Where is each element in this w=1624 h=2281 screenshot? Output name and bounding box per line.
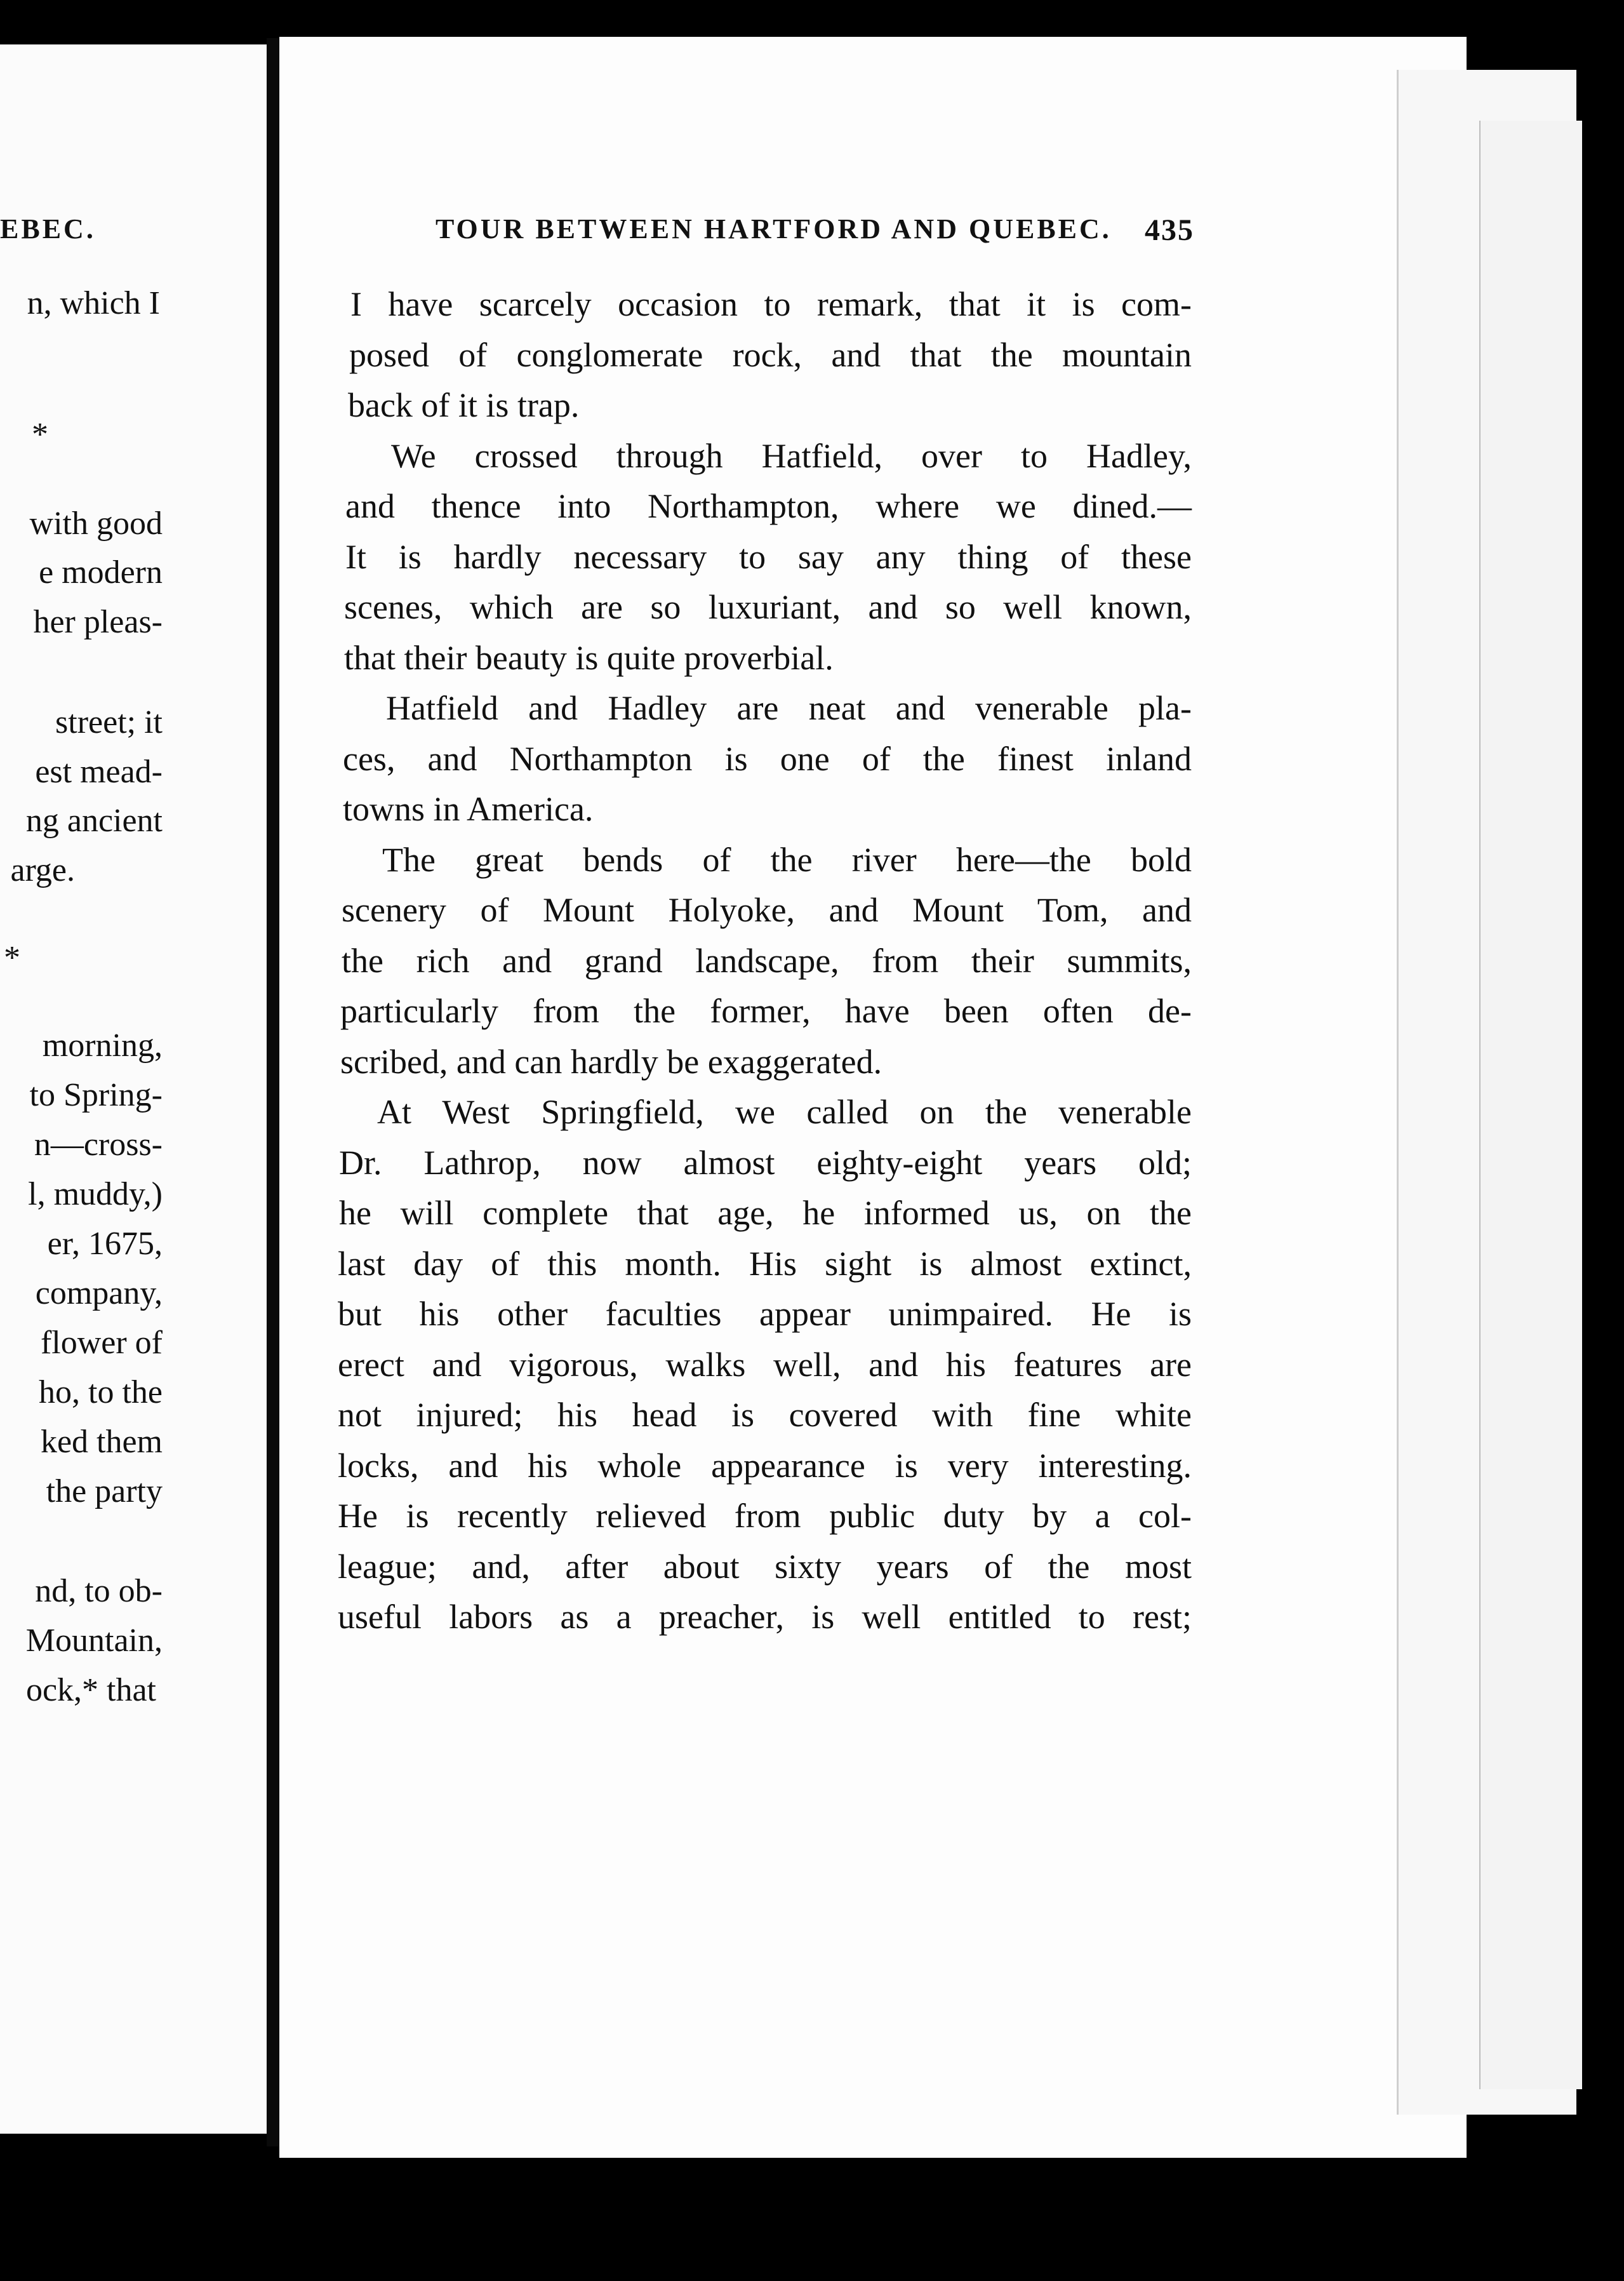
- left-line: ked them: [40, 1424, 163, 1460]
- text-line: towns in America.: [343, 790, 594, 828]
- text-line: He is recently relieved from public duty by a col-: [338, 1497, 1192, 1535]
- text-line: that their beauty is quite proverbial.: [344, 638, 834, 677]
- left-line: arge.: [10, 852, 75, 888]
- book-gutter: [267, 38, 281, 2146]
- left-line: l, muddy,): [28, 1176, 163, 1212]
- left-line: *: [4, 940, 20, 976]
- left-line: morning,: [42, 1027, 163, 1064]
- text-line: not injured; his head is covered with fine white: [338, 1396, 1192, 1434]
- text-line: We crossed through Hatfield, over to Hadley,: [391, 436, 1192, 475]
- text-line: useful labors as a preacher, is well entitled to rest;: [338, 1598, 1192, 1636]
- left-line: Mountain,: [25, 1622, 163, 1659]
- left-running-head-text: EBEC.: [0, 213, 96, 244]
- left-line: *: [32, 417, 48, 453]
- left-line: e modern: [39, 554, 163, 591]
- text-line: scribed, and can hardly be exaggerated.: [340, 1042, 882, 1081]
- left-line: er, 1675,: [47, 1226, 163, 1262]
- text-line: Dr. Lathrop, now almost eighty-eight years old;: [339, 1143, 1192, 1182]
- text-line: erect and vigorous, walks well, and his features are: [338, 1345, 1192, 1384]
- text-line: he will complete that age, he informed us, on the: [339, 1194, 1192, 1232]
- left-line: ng ancient: [25, 803, 163, 839]
- text-line: scenery of Mount Holyoke, and Mount Tom, and: [342, 891, 1192, 929]
- text-line: back of it is trap.: [348, 386, 580, 424]
- left-line: n, which I: [27, 285, 160, 321]
- page-number: 435: [1145, 213, 1194, 247]
- text-line: but his other faculties appear unimpaired. He is: [338, 1295, 1192, 1333]
- text-line: and thence into Northampton, where we dined.—: [345, 487, 1192, 525]
- text-line: league; and, after about sixty years of the most: [338, 1547, 1192, 1586]
- text-line: ces, and Northampton is one of the finest inland: [343, 739, 1192, 778]
- text-line: At West Springfield, we called on the venerable: [377, 1093, 1192, 1131]
- body-text: [338, 279, 1192, 1643]
- left-line: ock,* that: [25, 1672, 156, 1708]
- text-line: The great bends of the river here—the bold: [382, 840, 1192, 879]
- left-line: ho, to the: [39, 1374, 163, 1410]
- text-line: I have scarcely occasion to remark, that it is com-: [350, 285, 1192, 323]
- text-line: locks, and his whole appearance is very interesting.: [338, 1446, 1192, 1485]
- left-line: street; it: [55, 704, 163, 740]
- left-line: nd, to ob-: [35, 1573, 163, 1609]
- page-fore-edge-inner: [1479, 121, 1582, 2089]
- left-line: est mead-: [35, 754, 163, 790]
- left-line: the party: [46, 1473, 163, 1509]
- text-line: Hatfield and Hadley are neat and venerable pla-: [386, 689, 1192, 727]
- left-line: company,: [35, 1275, 163, 1311]
- left-line: n—cross-: [34, 1127, 163, 1163]
- text-line: last day of this month. His sight is almost extinct,: [338, 1244, 1192, 1283]
- left-line: to Spring-: [29, 1077, 163, 1113]
- left-line: with good: [29, 505, 163, 542]
- left-line: flower of: [40, 1325, 163, 1361]
- text-line: posed of conglomerate rock, and that the mountain: [349, 335, 1192, 374]
- text-line: the rich and grand landscape, from their summits,: [342, 941, 1192, 980]
- text-line: scenes, which are so luxuriant, and so well known,: [344, 588, 1192, 626]
- running-head-title: TOUR BETWEEN HARTFORD AND QUEBEC.: [436, 213, 1112, 244]
- text-line: particularly from the former, have been often de-: [340, 992, 1192, 1030]
- left-line: her pleas-: [33, 604, 163, 640]
- text-line: It is hardly necessary to say any thing of these: [345, 537, 1192, 576]
